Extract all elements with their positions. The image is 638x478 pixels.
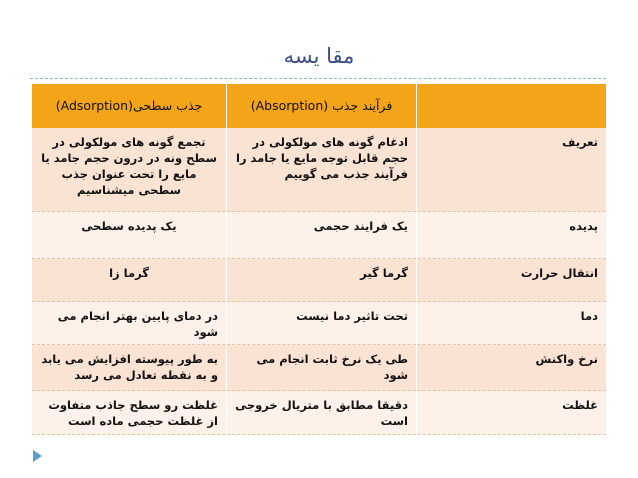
- absorption-cell: ادغام گونه های مولکولی در حجم قابل توجه مایع یا جامد را فرآیند جذب می گوییم: [226, 128, 416, 211]
- header-adsorption: جذب سطحی(Adsorption): [55, 98, 203, 113]
- table-header-row: [32, 84, 606, 128]
- header-absorption: فرآیند جذب (Absorption): [226, 84, 416, 128]
- absorption-cell: یک فرایند حجمی: [226, 212, 416, 258]
- table-row: [32, 391, 606, 435]
- adsorption-cell: گرما زا: [109, 266, 149, 280]
- header-empty-cell: [416, 84, 606, 128]
- absorption-cell: دقیقا مطابق با متریال خروجی است: [226, 391, 416, 434]
- page-title: مقا یسه: [283, 44, 355, 68]
- row-key: نرخ واکنش: [416, 345, 606, 390]
- adsorption-cell: یک پدیده سطحی: [81, 219, 177, 233]
- row-key: پدیده: [416, 212, 606, 258]
- table-row: [32, 128, 606, 212]
- table-row: [32, 345, 606, 391]
- adsorption-cell: به طور پیوسته افزایش می یابد و به نقطه تعادل می رسد: [41, 352, 218, 382]
- absorption-cell: گرما گیر: [226, 259, 416, 301]
- adsorption-cell: تجمع گونه های مولکولی در سطح ونه در درون حجم جامد یا مایع را تحت عنوان جذب سطحی میشناسیم: [41, 135, 217, 197]
- title-divider: [30, 78, 606, 79]
- row-key: غلظت: [416, 391, 606, 434]
- table-row: [32, 259, 606, 302]
- row-key: تعریف: [416, 128, 606, 211]
- absorption-cell: تحت تاثیر دما نیست: [226, 302, 416, 344]
- adsorption-cell: غلظت رو سطح جاذب متفاوت از غلظت حجمی ماده است: [48, 398, 218, 428]
- table-row: [32, 302, 606, 345]
- triangle-bullet-icon: [33, 450, 42, 462]
- row-key: انتقال حرارت: [416, 259, 606, 301]
- adsorption-cell: در دمای پایین بهتر انجام می شود: [57, 309, 218, 339]
- absorption-cell: طی یک نرخ ثابت انجام می شود: [226, 345, 416, 390]
- table-row: [32, 212, 606, 259]
- row-key: دما: [416, 302, 606, 344]
- comparison-table: [32, 84, 606, 435]
